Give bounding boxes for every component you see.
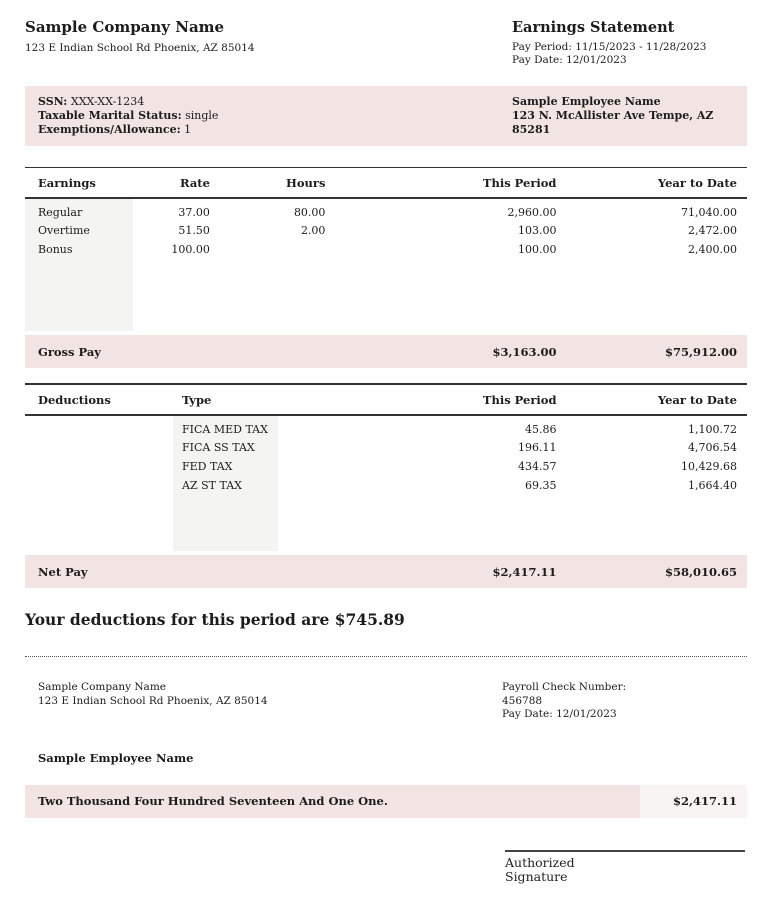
type-col-header: Type bbox=[173, 384, 278, 415]
ssn-value: XXX-XX-1234 bbox=[70, 95, 145, 108]
this-period-col-header: This Period bbox=[335, 168, 566, 199]
authorized-signature-label: Authorized Signature bbox=[505, 854, 575, 884]
deduction-ytd: 1,664.40 bbox=[688, 479, 737, 492]
exemptions-value: 1 bbox=[184, 123, 192, 136]
company-address: 123 E Indian School Rd Phoenix, AZ 85014 bbox=[25, 42, 255, 54]
deduction-row bbox=[25, 476, 747, 495]
earning-rate: 51.50 bbox=[178, 224, 210, 237]
gross-pay-label: Gross Pay bbox=[25, 335, 133, 368]
earning-hours: 2.00 bbox=[300, 224, 326, 237]
earning-this-period: 2,960.00 bbox=[507, 205, 557, 219]
statement-meta-block bbox=[512, 18, 747, 67]
ytd-col-header: Year to Date bbox=[566, 168, 747, 199]
employee-address-line2: 85281 bbox=[512, 123, 551, 136]
employee-address-line1: 123 N. McAllister Ave Tempe, AZ bbox=[512, 109, 714, 122]
deductions-header-row bbox=[25, 384, 747, 415]
deduction-this-period: 45.86 bbox=[524, 422, 557, 436]
marital-status-value: single bbox=[185, 109, 219, 122]
rate-col-header: Rate bbox=[133, 168, 220, 199]
check-company-block bbox=[25, 681, 502, 722]
ssn-row bbox=[38, 95, 512, 109]
hours-col-header: Hours bbox=[220, 168, 336, 199]
amount-words-row bbox=[25, 785, 747, 818]
company-block bbox=[25, 18, 512, 67]
earning-name: Regular bbox=[25, 198, 133, 221]
deduction-this-period: 434.57 bbox=[517, 460, 557, 473]
check-meta-block bbox=[502, 681, 747, 722]
deduction-this-period: 69.35 bbox=[524, 479, 557, 492]
earning-ytd: 2,400.00 bbox=[688, 243, 737, 256]
gross-pay-row bbox=[25, 335, 747, 368]
document-header bbox=[25, 18, 747, 67]
deductions-summary: Your deductions for this period are $745.89 bbox=[25, 610, 405, 629]
statement-title: Earnings Statement bbox=[512, 19, 675, 36]
pay-date: Pay Date: 12/01/2023 bbox=[512, 54, 627, 66]
earnings-filler-row bbox=[25, 259, 747, 331]
check-amount: $2,417.11 bbox=[640, 785, 747, 818]
deductions-filler-row bbox=[25, 495, 747, 551]
deduction-type: AZ ST TAX bbox=[173, 476, 278, 495]
net-pay-this-period: $2,417.11 bbox=[278, 555, 567, 588]
payroll-check-number-label: Payroll Check Number: bbox=[502, 681, 627, 693]
deduction-row bbox=[25, 438, 747, 457]
earnings-row bbox=[25, 198, 747, 221]
earnings-header-row bbox=[25, 168, 747, 199]
net-pay-row bbox=[25, 555, 747, 588]
earning-this-period: 100.00 bbox=[517, 243, 557, 256]
earning-hours: 80.00 bbox=[293, 205, 326, 219]
earnings-row bbox=[25, 221, 747, 240]
earning-rate: 37.00 bbox=[178, 205, 210, 219]
earning-name: Overtime bbox=[25, 221, 133, 240]
deduction-ytd: 4,706.54 bbox=[688, 441, 737, 454]
deduction-row bbox=[25, 415, 747, 438]
marital-status-row bbox=[38, 109, 512, 123]
deductions-col-header: Deductions bbox=[25, 384, 173, 415]
employee-name: Sample Employee Name bbox=[512, 95, 661, 108]
exemptions-label: Exemptions/Allowance: bbox=[38, 123, 181, 136]
deduction-type: FICA MED TAX bbox=[173, 415, 278, 438]
deductions-table bbox=[25, 383, 747, 588]
deduction-this-period: 196.11 bbox=[517, 441, 557, 454]
check-pay-date: Pay Date: 12/01/2023 bbox=[502, 708, 617, 720]
amount-in-words: Two Thousand Four Hundred Seventeen And One One. bbox=[38, 794, 388, 808]
pay-period: Pay Period: 11/15/2023 - 11/28/2023 bbox=[512, 41, 707, 53]
exemptions-row bbox=[38, 123, 512, 137]
gross-pay-this-period: $3,163.00 bbox=[335, 335, 566, 368]
earning-name: Bonus bbox=[25, 240, 133, 259]
earning-ytd: 2,472.00 bbox=[688, 224, 737, 237]
ssn-label: SSN: bbox=[38, 95, 68, 108]
net-pay-ytd: $58,010.65 bbox=[566, 555, 747, 588]
check-info-section bbox=[25, 681, 747, 722]
this-period-col-header: This Period bbox=[278, 384, 567, 415]
earning-this-period: 103.00 bbox=[517, 224, 557, 237]
ytd-col-header: Year to Date bbox=[566, 384, 747, 415]
deduction-row bbox=[25, 457, 747, 476]
employee-address-block bbox=[512, 95, 747, 137]
earning-rate: 100.00 bbox=[171, 243, 210, 256]
check-company-name: Sample Company Name bbox=[38, 681, 166, 693]
earning-ytd: 71,040.00 bbox=[681, 205, 737, 219]
deduction-type: FICA SS TAX bbox=[173, 438, 278, 457]
deduction-ytd: 10,429.68 bbox=[681, 460, 737, 473]
signature-block bbox=[505, 850, 745, 884]
check-divider bbox=[25, 656, 747, 657]
payroll-check-number: 456788 bbox=[502, 694, 543, 707]
net-pay-label: Net Pay bbox=[25, 555, 173, 588]
deduction-type: FED TAX bbox=[173, 457, 278, 476]
employee-info-box bbox=[25, 86, 747, 146]
earnings-table bbox=[25, 167, 747, 368]
marital-status-label: Taxable Marital Status: bbox=[38, 109, 182, 122]
earnings-col-header: Earnings bbox=[25, 168, 133, 199]
earning-hours bbox=[220, 240, 336, 259]
company-name: Sample Company Name bbox=[25, 18, 225, 36]
check-company-address: 123 E Indian School Rd Phoenix, AZ 85014 bbox=[38, 694, 268, 707]
deduction-ytd: 1,100.72 bbox=[688, 422, 737, 436]
gross-pay-ytd: $75,912.00 bbox=[566, 335, 747, 368]
check-employee-name: Sample Employee Name bbox=[38, 750, 194, 765]
earnings-row bbox=[25, 240, 747, 259]
employee-tax-info bbox=[38, 95, 512, 137]
